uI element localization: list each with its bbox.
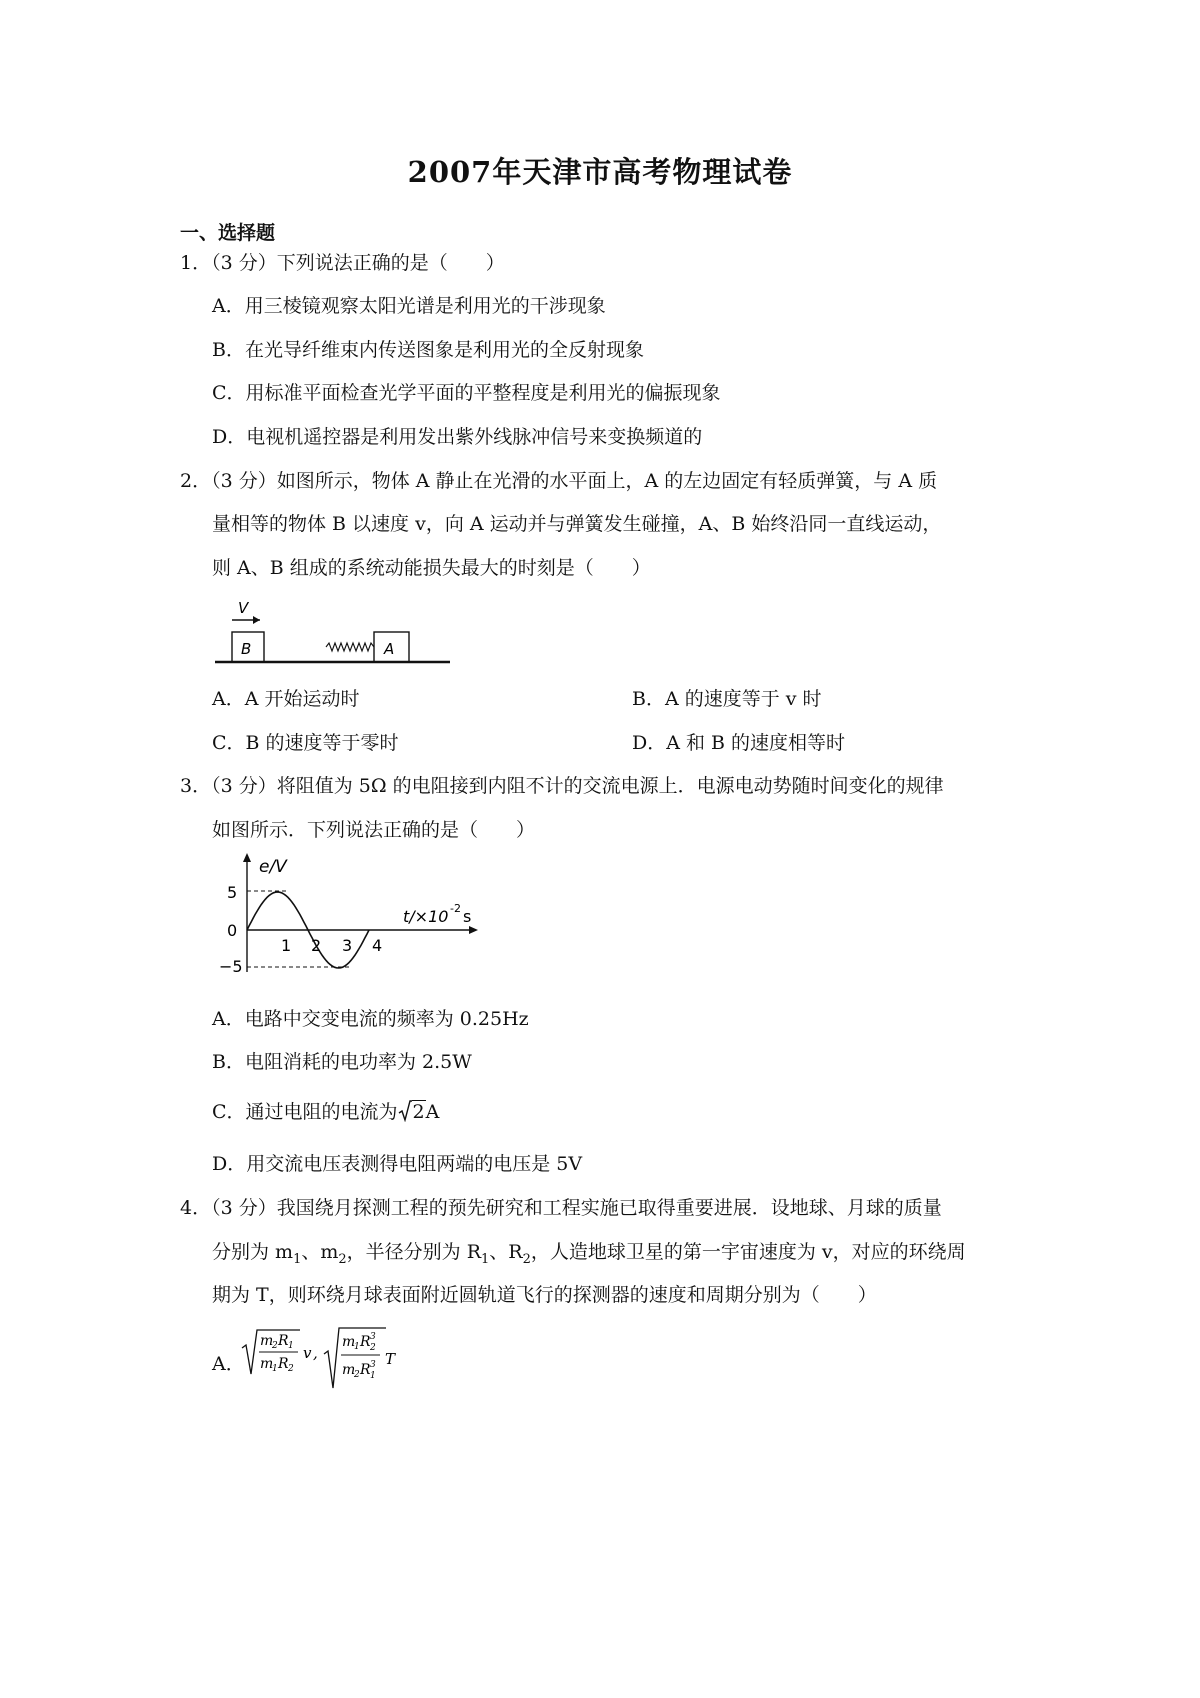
section-title: 一、选择题	[180, 222, 276, 244]
y-tick-neg5: −5	[219, 957, 243, 976]
q3-option-c	[212, 1097, 439, 1124]
svg-text:1: 1	[370, 1371, 376, 1381]
velocity-arrowhead	[253, 616, 260, 624]
q2-option-b: B．A 的速度等于 v 时	[632, 688, 822, 710]
q4-text: 分别为 m	[212, 1241, 294, 1263]
x-axis-label: t/×10	[403, 907, 449, 926]
q4-sub: 1	[293, 1251, 302, 1267]
svg-text:v: v	[303, 1344, 312, 1362]
q4-sub: 2	[522, 1251, 531, 1267]
x-tick-1: 1	[281, 936, 292, 955]
svg-text:2: 2	[288, 1364, 294, 1374]
sqrt-radicand: 2	[412, 1101, 425, 1123]
svg-text:m: m	[342, 1334, 356, 1350]
y-axis-arrow	[243, 853, 251, 862]
q4-text: 、R	[489, 1241, 523, 1263]
q2-stem-line1: 2．（3 分）如图所示，物体 A 静止在光滑的水平面上，A 的左边固定有轻质弹簧，与 A 质	[180, 470, 938, 492]
q4-stem-line3: 期为 T，则环绕月球表面附近圆轨道飞行的探测器的速度和周期分别为（ ）	[212, 1284, 877, 1306]
x-axis-unit: s	[463, 907, 472, 926]
y-tick-5: 5	[227, 883, 238, 902]
q3-option-d: D．用交流电压表测得电阻两端的电压是 5V	[212, 1153, 583, 1175]
q4-sub: 1	[481, 1251, 490, 1267]
x-tick-4: 4	[372, 936, 383, 955]
velocity-label: V	[238, 599, 249, 617]
svg-text:1: 1	[272, 1364, 278, 1374]
q4-text: 、m	[301, 1241, 339, 1263]
svg-text:R: R	[360, 1334, 371, 1350]
q3-option-a: A．电路中交变电流的频率为 0.25Hz	[212, 1008, 529, 1030]
q3-stem-line2: 如图所示．下列说法正确的是（ ）	[212, 819, 536, 841]
svg-text:m: m	[342, 1362, 356, 1378]
q3-emf-graph	[205, 850, 495, 980]
q4-sub: 2	[338, 1251, 347, 1267]
q4-stem-line2	[212, 1237, 966, 1267]
x-axis-exponent: -2	[450, 902, 461, 915]
q3-stem-line1: 3．（3 分）将阻值为 5Ω 的电阻接到内阻不计的交流电源上．电源电动势随时间变化的规律	[180, 775, 944, 797]
q4-text: ，半径分别为 R	[346, 1241, 482, 1263]
page-title: 2007年天津市高考物理试卷	[407, 155, 793, 189]
spring	[326, 643, 374, 651]
svg-text:T: T	[385, 1350, 396, 1368]
block-a-label: A	[384, 640, 395, 658]
x-tick-3: 3	[342, 936, 353, 955]
q2-option-d: D．A 和 B 的速度相等时	[632, 732, 846, 754]
q4-text: ，人造地球卫星的第一宇宙速度为 v，对应的环绕周	[530, 1241, 966, 1263]
svg-text:2: 2	[272, 1341, 278, 1351]
q2-stem-line3: 则 A、B 组成的系统动能损失最大的时刻是（ ）	[212, 557, 651, 579]
q2-option-c: C．B 的速度等于零时	[212, 732, 399, 754]
q1-option-a: A．用三棱镜观察太阳光谱是利用光的干涉现象	[212, 295, 606, 317]
x-axis-arrow	[469, 926, 478, 934]
x-tick-2: 2	[311, 936, 322, 955]
q4-stem-line1: 4．（3 分）我国绕月探测工程的预先研究和工程实施已取得重要进展．设地球、月球的质量	[180, 1197, 942, 1219]
q3-option-c-text: C．通过电阻的电流为	[212, 1101, 398, 1123]
q1-option-c: C．用标准平面检查光学平面的平整程度是利用光的偏振现象	[212, 382, 721, 404]
y-axis-label: e/V	[259, 857, 287, 877]
q4-option-a-formula	[240, 1324, 400, 1394]
svg-text:,: ,	[313, 1344, 318, 1362]
q4-option-a-label: A．	[212, 1353, 245, 1375]
q2-stem-line2: 量相等的物体 B 以速度 v，向 A 运动并与弹簧发生碰撞，A、B 始终沿同一直线运动，	[212, 513, 942, 535]
q2-spring-figure	[210, 596, 460, 682]
svg-text:R: R	[278, 1333, 289, 1349]
sqrt-symbol	[398, 1100, 412, 1122]
svg-text:R: R	[278, 1356, 289, 1372]
svg-text:1: 1	[288, 1341, 294, 1351]
q2-option-a: A．A 开始运动时	[212, 688, 360, 710]
q1-option-b: B．在光导纤维束内传送图象是利用光的全反射现象	[212, 339, 644, 361]
q1-stem: 1．（3 分）下列说法正确的是（ ）	[180, 252, 505, 274]
svg-text:R: R	[360, 1362, 371, 1378]
q1-option-d: D．电视机遥控器是利用发出紫外线脉冲信号来变换频道的	[212, 426, 703, 448]
svg-text:2: 2	[354, 1370, 360, 1380]
block-b-label: B	[241, 640, 252, 658]
svg-text:m: m	[260, 1333, 274, 1349]
q3-option-c-unit: A	[425, 1101, 440, 1123]
svg-text:3: 3	[370, 1360, 376, 1370]
svg-text:3: 3	[370, 1332, 376, 1342]
y-tick-0: 0	[227, 921, 238, 940]
svg-text:1: 1	[354, 1342, 360, 1352]
q3-option-b: B．电阻消耗的电功率为 2.5W	[212, 1051, 472, 1073]
svg-text:m: m	[260, 1356, 274, 1372]
svg-text:2: 2	[370, 1343, 376, 1353]
